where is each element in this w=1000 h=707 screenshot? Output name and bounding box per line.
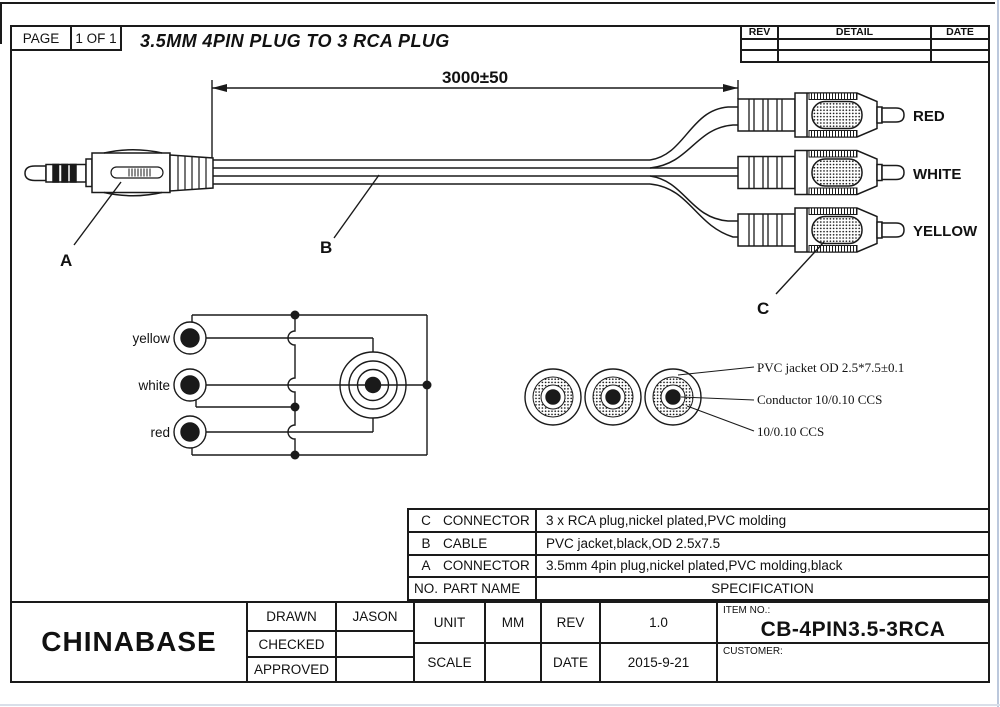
note-jacket: PVC jacket OD 2.5*7.5±0.1 — [757, 360, 905, 375]
date-value: 2015-9-21 — [601, 644, 718, 681]
rev-empty-cell — [742, 40, 777, 50]
customer-label: CUSTOMER: — [723, 646, 783, 657]
title-block — [10, 601, 990, 683]
plug-35mm — [25, 150, 213, 196]
spec-table — [407, 508, 990, 601]
item-no-cell — [718, 603, 988, 644]
revision-table — [740, 25, 990, 63]
rev-col-header: REV — [742, 27, 777, 38]
callout-c: C — [757, 299, 770, 318]
spec-no: B — [421, 535, 431, 551]
checked-label: CHECKED — [248, 632, 337, 658]
sch-label-white: white — [138, 378, 170, 393]
scale-label: SCALE — [415, 644, 486, 681]
callout-leaders — [74, 175, 824, 294]
cross-section-core-1 — [525, 369, 581, 425]
spec-no: C — [421, 512, 431, 528]
drawn-label: DRAWN — [248, 603, 337, 632]
rca-end-red — [174, 416, 206, 448]
spec-row-b — [409, 533, 988, 554]
approved-label: APPROVED — [248, 658, 337, 681]
dimension-label: 3000±50 — [441, 68, 509, 87]
spec-row-a — [409, 556, 988, 577]
date-empty-cell — [932, 40, 988, 50]
wiring-schematic — [174, 311, 432, 460]
cable-cross-section — [525, 367, 754, 431]
cable — [213, 107, 738, 237]
detail-empty-cell — [779, 51, 930, 61]
date-label: DATE — [542, 644, 601, 681]
label-yellow: YELLOW — [913, 223, 978, 240]
spec-part: CONNECTOR — [443, 512, 530, 528]
page-value: 1 OF 1 — [72, 27, 120, 49]
note-shield: 10/0.10 CCS — [757, 424, 825, 439]
item-no-label: ITEM NO.: — [723, 605, 771, 616]
unit-value: MM — [486, 603, 542, 644]
page-number-box — [10, 25, 122, 51]
spec-value: 3 x RCA plug,nickel plated,PVC molding — [537, 510, 988, 531]
scale-value — [486, 644, 542, 681]
spec-part-header: PART NAME — [443, 581, 521, 597]
sch-label-red: red — [150, 425, 170, 440]
date-empty-cell — [932, 51, 988, 61]
detail-empty-cell — [779, 40, 930, 50]
sheet-title: 3.5MM 4PIN PLUG TO 3 RCA PLUG — [140, 31, 450, 51]
company-name: CHINABASE — [12, 603, 248, 681]
spec-header-row — [409, 578, 988, 599]
dimension-3000 — [212, 80, 738, 160]
rev-empty-cell — [742, 51, 777, 61]
rca-end-white — [174, 369, 206, 401]
spec-no-header: NO. — [413, 581, 438, 597]
detail-col-header: DETAIL — [779, 27, 930, 38]
spec-value: PVC jacket,black,OD 2.5x7.5 — [537, 533, 988, 554]
rev-value: 1.0 — [601, 603, 718, 644]
checked-value — [337, 632, 415, 658]
callout-a: A — [60, 251, 73, 270]
spec-value: 3.5mm 4pin plug,nickel plated,PVC molding,black — [537, 556, 988, 577]
rev-label: REV — [542, 603, 601, 644]
sch-label-yellow: yellow — [132, 331, 170, 346]
drawn-value: JASON — [337, 603, 415, 632]
callout-b: B — [320, 238, 333, 257]
label-red: RED — [913, 108, 945, 125]
date-col-header: DATE — [932, 27, 988, 38]
spec-no: A — [421, 558, 431, 574]
spec-row-c — [409, 510, 988, 531]
cross-section-core-2 — [585, 369, 641, 425]
spec-part: CABLE — [443, 535, 488, 551]
customer-cell — [718, 644, 988, 681]
label-white: WHITE — [913, 166, 962, 183]
rca-end-yellow — [174, 322, 206, 354]
spec-part: CONNECTOR — [443, 558, 530, 574]
unit-label: UNIT — [415, 603, 486, 644]
spec-col-header: SPECIFICATION — [537, 578, 988, 599]
note-conductor: Conductor 10/0.10 CCS — [757, 392, 883, 407]
approved-value — [337, 658, 415, 681]
rca-plug-white — [738, 151, 904, 195]
rca-plug-red — [738, 93, 904, 137]
item-no-value: CB-4PIN3.5-3RCA — [760, 618, 946, 641]
page-label: PAGE — [12, 27, 70, 49]
